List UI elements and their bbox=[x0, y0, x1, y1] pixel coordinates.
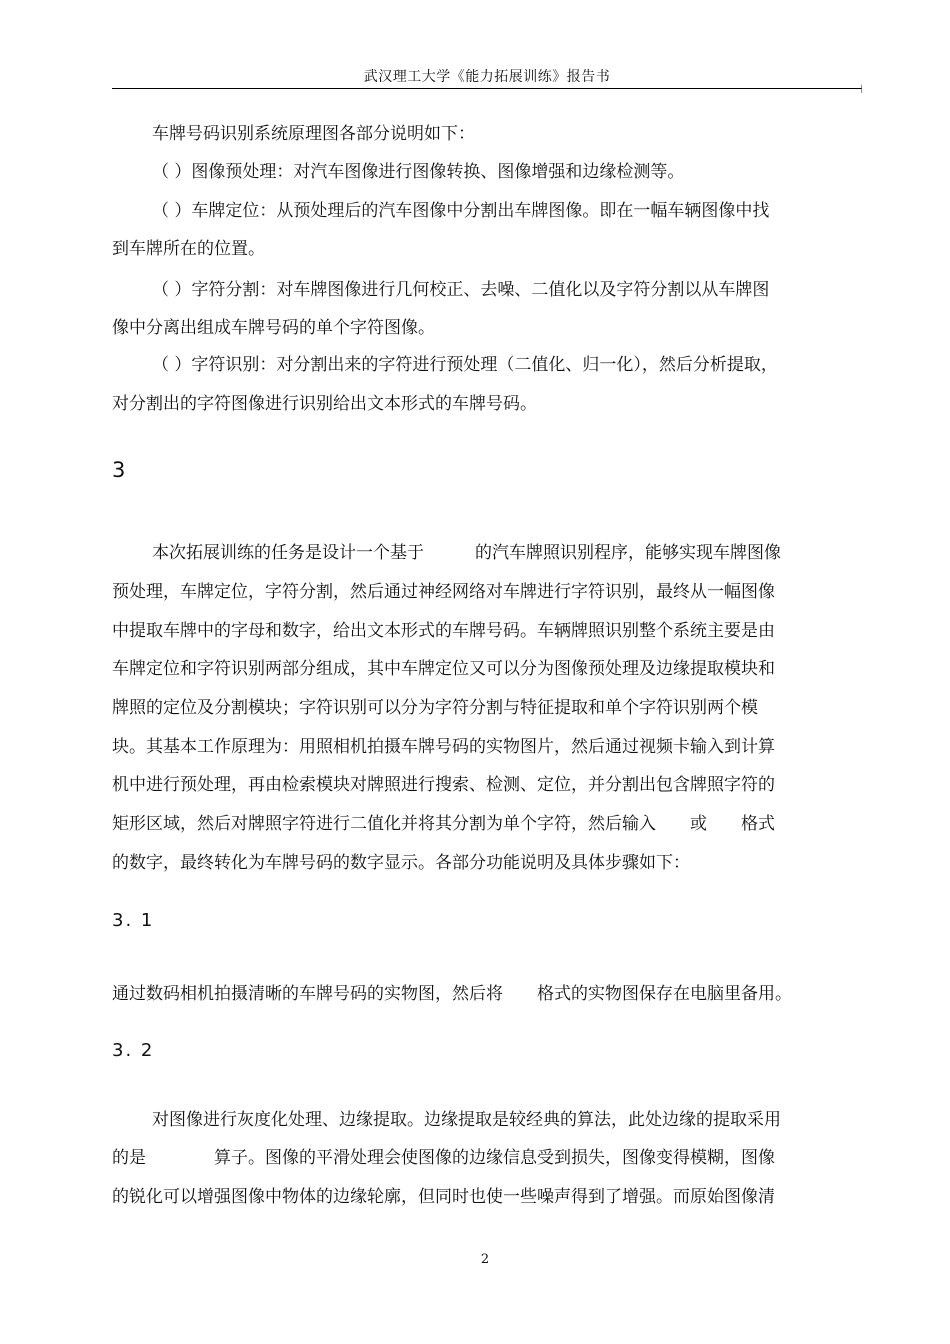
para32-line-2: 的是 算子。图像的平滑处理会使图像的边缘信息受到损失，图像变得模糊，图像 bbox=[112, 1148, 775, 1168]
para3-line-9: 的数字，最终转化为车牌号码的数字显示。各部分功能说明及具体步骤如下： bbox=[112, 853, 690, 873]
intro-line: 车牌号码识别系统原理图各部分说明如下： bbox=[152, 124, 475, 144]
item-plate-locate-cont: 到车牌所在的位置。 bbox=[112, 239, 265, 259]
para3-line-3: 中提取车牌中的字母和数字，给出文本形式的车牌号码。车辆牌照识别整个系统主要是由 bbox=[112, 621, 775, 641]
item-plate-locate: （ ）车牌定位：从预处理后的汽车图像中分割出车牌图像。即在一幅车辆图像中找 bbox=[152, 201, 770, 221]
para3-line-5: 牌照的定位及分割模块；字符识别可以分为字符分割与特征提取和单个字符识别两个模 bbox=[112, 698, 758, 718]
para3-line-8: 矩形区域，然后对牌照字符进行二值化并将其分割为单个字符，然后输入 或 格式 bbox=[112, 814, 775, 834]
para3-line-1: 本次拓展训练的任务是设计一个基于 的汽车牌照识别程序，能够实现车牌图像 bbox=[152, 543, 781, 563]
para31-line: 通过数码相机拍摄清晰的车牌号码的实物图，然后将 格式的实物图保存在电脑里备用。 bbox=[112, 984, 792, 1004]
para3-line-4: 车牌定位和字符识别两部分组成，其中车牌定位又可以分为图像预处理及边缘提取模块和 bbox=[112, 659, 775, 679]
item-char-segment: （ ）字符分割：对车牌图像进行几何校正、去噪、二值化以及字符分割以从车牌图 bbox=[152, 280, 770, 300]
item-char-segment-cont: 像中分离出组成车牌号码的单个字符图像。 bbox=[112, 318, 435, 338]
section-heading-3-2: 3. 2 bbox=[112, 1040, 155, 1061]
item-char-recognize: （ ）字符识别：对分割出来的字符进行预处理（二值化、归一化），然后分析提取， bbox=[152, 355, 778, 375]
header-rule-tick: | bbox=[860, 84, 863, 93]
header-rule bbox=[112, 88, 862, 89]
para3-line-7: 机中进行预处理，再由检索模块对牌照进行搜索、检测、定位，并分割出包含牌照字符的 bbox=[112, 775, 775, 795]
item-char-recognize-cont: 对分割出的字符图像进行识别给出文本形式的车牌号码。 bbox=[112, 394, 537, 414]
para3-line-2: 预处理，车牌定位，字符分割，然后通过神经网络对车牌进行字符识别，最终从一幅图像 bbox=[112, 582, 775, 602]
item-preprocess: （ ）图像预处理：对汽车图像进行图像转换、图像增强和边缘检测等。 bbox=[152, 162, 685, 182]
section-heading-3: 3 bbox=[112, 458, 127, 482]
para32-line-3: 的锐化可以增强图像中物体的边缘轮廓，但同时也使一些噪声得到了增强。而原始图像清 bbox=[112, 1187, 775, 1207]
para3-line-6: 块。其基本工作原理为：用照相机拍摄车牌号码的实物图片，然后通过视频卡输入到计算 bbox=[112, 737, 775, 757]
page-number: 2 bbox=[480, 1252, 490, 1267]
section-heading-3-1: 3. 1 bbox=[112, 910, 155, 931]
para32-line-1: 对图像进行灰度化处理、边缘提取。边缘提取是较经典的算法，此处边缘的提取采用 bbox=[152, 1110, 781, 1130]
page-header: 武汉理工大学《能力拓展训练》报告书 bbox=[363, 69, 611, 85]
